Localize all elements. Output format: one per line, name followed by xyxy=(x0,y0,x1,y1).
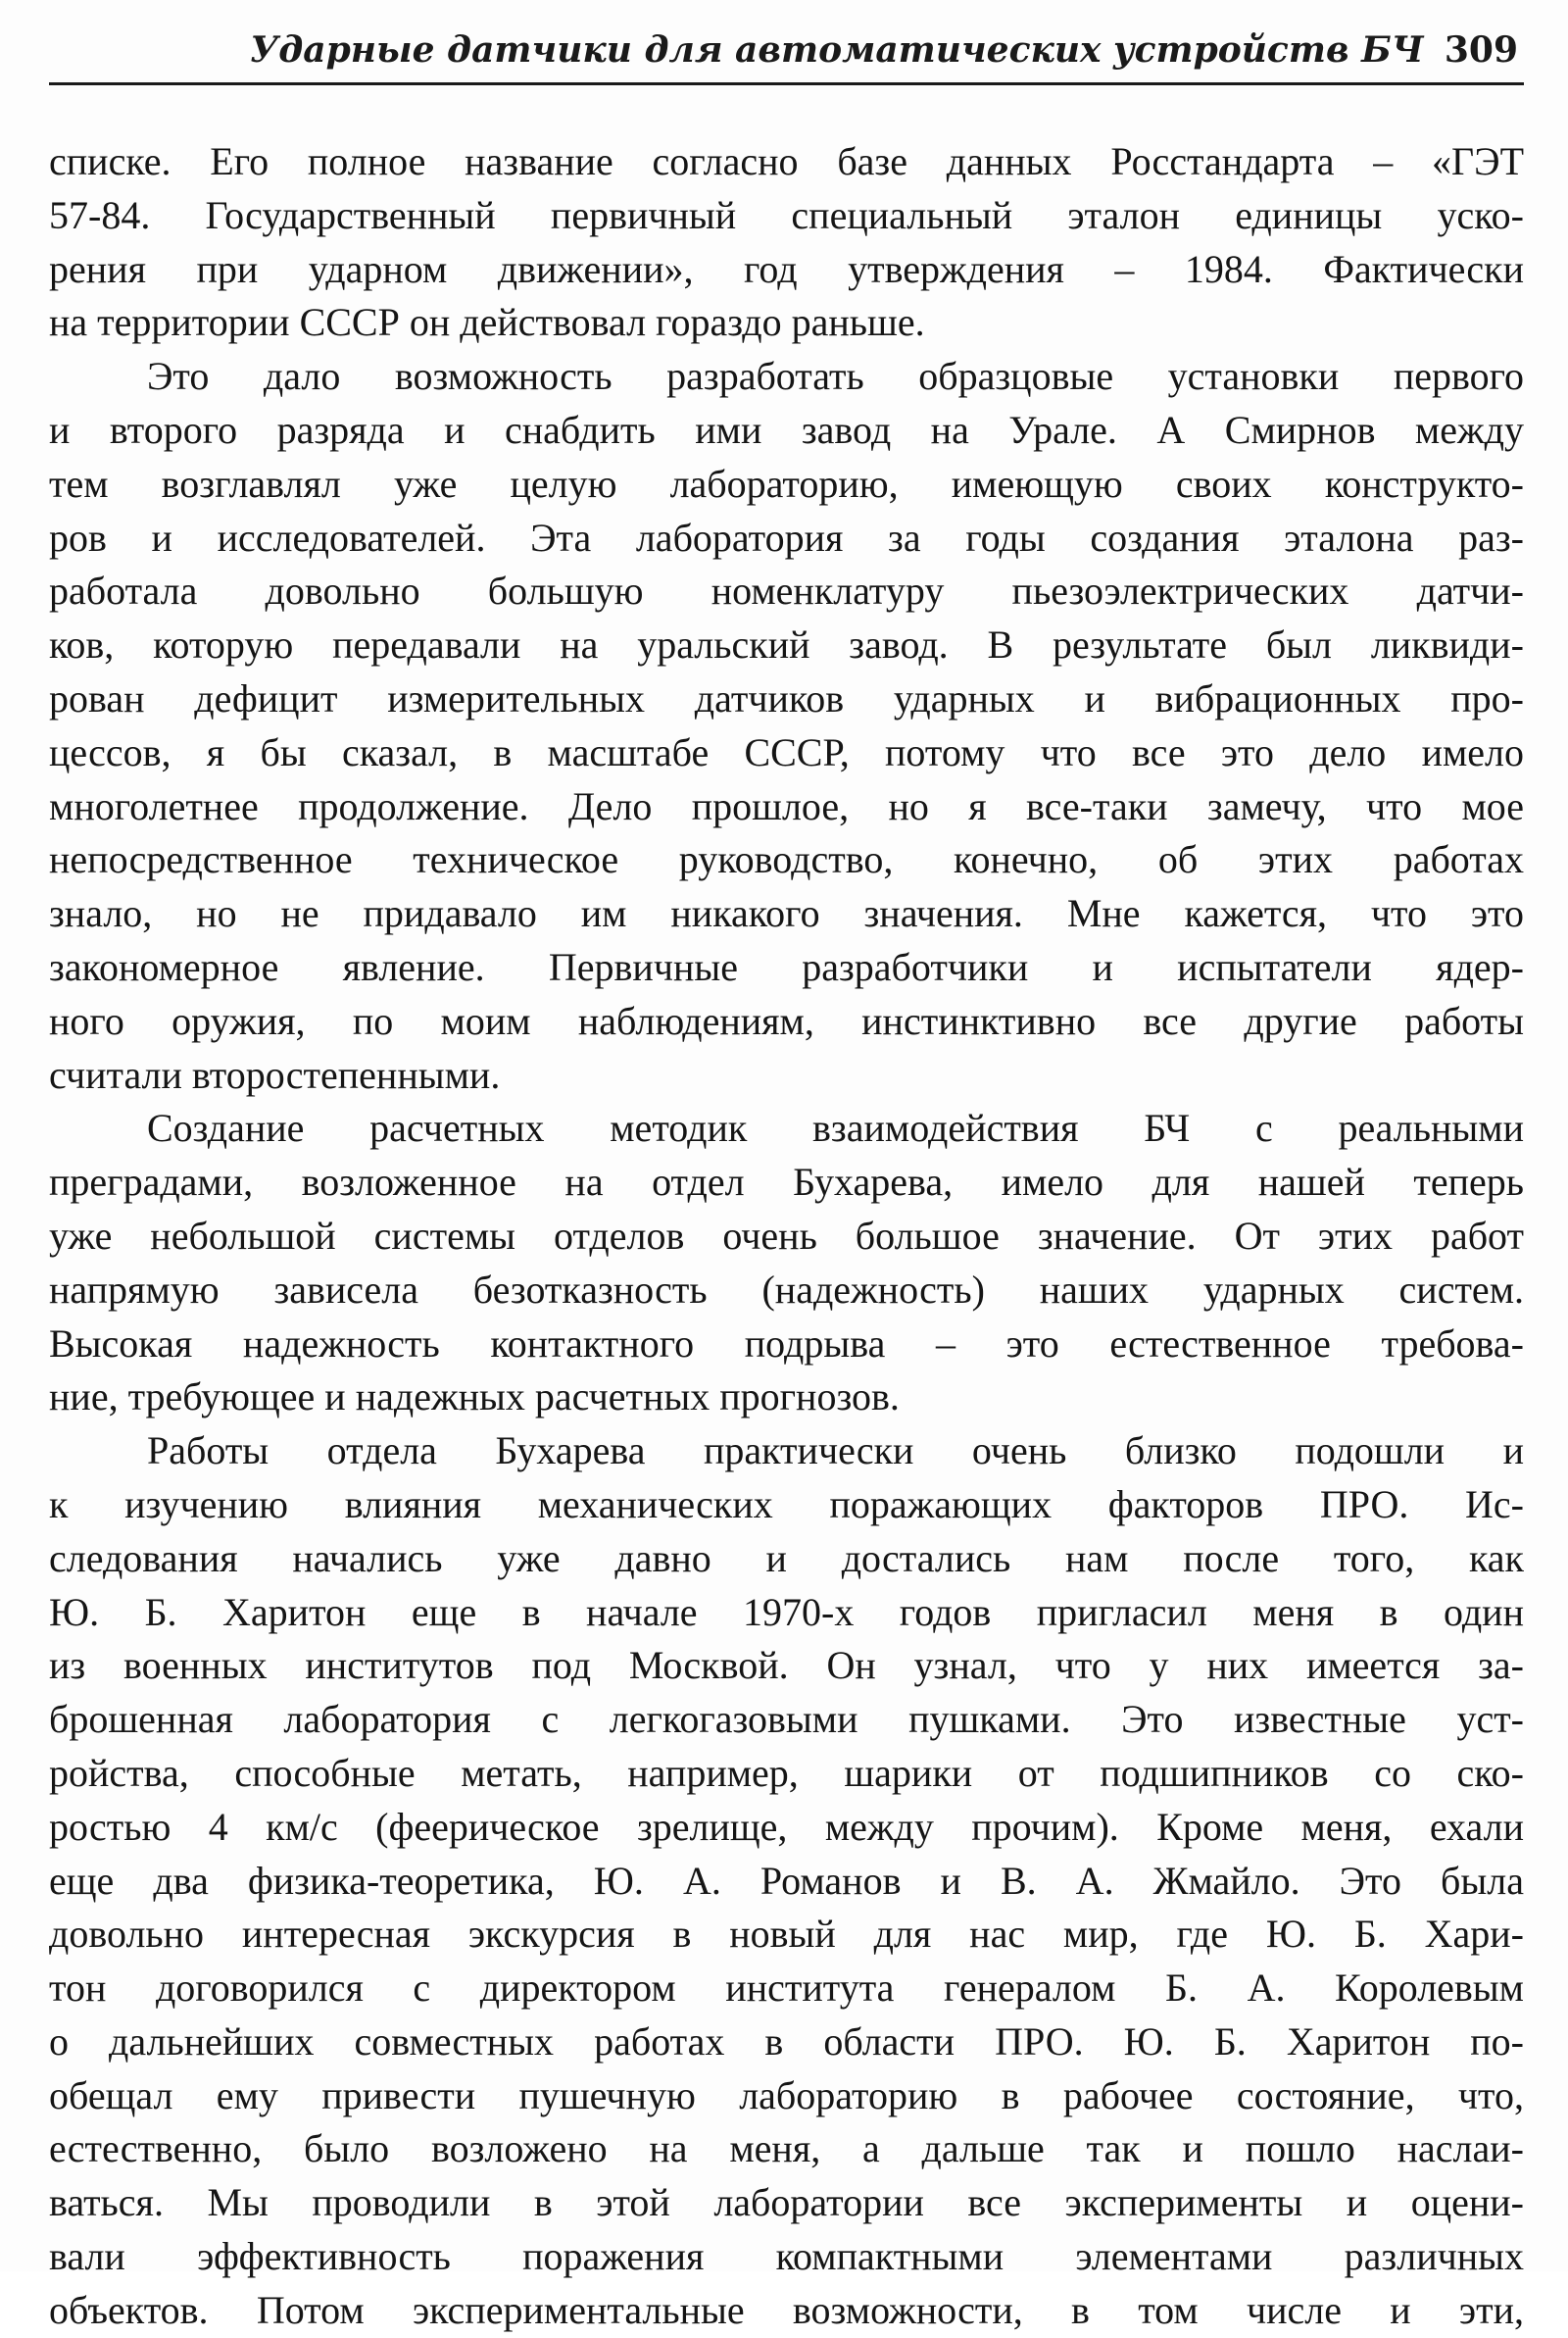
text-line: из военных институтов под Москвой. Он узнал, что у них имеется за- xyxy=(49,1643,1524,1688)
text-line: и второго разряда и снабдить ими завод на Урале. А Смирнов между xyxy=(49,407,1524,452)
text-line: Создание расчетных методик взаимодействия БЧ с реальными xyxy=(147,1106,1524,1151)
text-line: рован дефицит измерительных датчиков ударных и вибрационных про- xyxy=(49,675,1524,721)
text-line: на территории СССР он действовал гораздо раньше. xyxy=(49,300,925,345)
text-line: тем возглавлял уже целую лабораторию, имеющую своих конструкто- xyxy=(49,461,1524,506)
text-line: объектов. Потом экспериментальные возможности, в том числе и эти, xyxy=(49,2287,1524,2332)
text-line: непосредственное техническое руководство, конечно, об этих работах xyxy=(49,837,1524,882)
text-line: многолетнее продолжение. Дело прошлое, но я все-таки замечу, что мое xyxy=(49,783,1524,828)
text-line: вали эффективность поражения компактными элементами различных xyxy=(49,2234,1524,2279)
text-line: списке. Его полное название согласно базе данных Росстандарта – «ГЭТ xyxy=(49,139,1524,183)
text-line: преградами, возложенное на отдел Бухарева, имело для нашей теперь xyxy=(49,1160,1524,1205)
running-title: Ударные датчики для автоматических устройств БЧ xyxy=(250,29,1424,71)
text-line: знало, но не придавало им никакого значения. Мне кажется, что это xyxy=(49,891,1524,936)
running-header xyxy=(49,27,1524,85)
text-line: ростью 4 км/с (феерическое зрелище, между прочим). Кроме меня, ехали xyxy=(49,1804,1524,1849)
text-line: ного оружия, по моим наблюдениям, инстинктивно все другие работы xyxy=(49,998,1524,1043)
text-line: к изучению влияния механических поражающих факторов ПРО. Ис- xyxy=(49,1481,1524,1526)
text-line: цессов, я бы сказал, в масштабе СССР, потому что все это дело имело xyxy=(49,729,1524,774)
text-line: брошенная лаборатория с легкогазовыми пушками. Это известные уст- xyxy=(49,1697,1524,1742)
text-line: ваться. Мы проводили в этой лаборатории все эксперименты и оцени- xyxy=(49,2180,1524,2225)
text-line: напрямую зависела безотказность (надежность) наших ударных систем. xyxy=(49,1267,1524,1312)
text-line: уже небольшой системы отделов очень большое значение. От этих работ xyxy=(49,1213,1524,1258)
text-line: Высокая надежность контактного подрыва – это естественное требова- xyxy=(49,1320,1524,1366)
text-line: довольно интересная экскурсия в новый для нас мир, где Ю. Б. Хари- xyxy=(49,1912,1524,1957)
text-line: естественно, было возложено на меня, а дальше так и пошло наслаи- xyxy=(49,2126,1524,2171)
page-number: 309 xyxy=(1444,29,1518,71)
text-line: обещал ему привести пушечную лабораторию в рабочее состояние, что, xyxy=(49,2072,1524,2117)
text-line: работала довольно большую номенклатуру пьезоэлектрических датчи- xyxy=(49,569,1524,614)
text-line: Ю. Б. Харитон еще в начале 1970-х годов пригласил меня в один xyxy=(49,1589,1524,1634)
text-line: Работы отдела Бухарева практически очень близко подошли и xyxy=(147,1428,1524,1473)
text-line: ние, требующее и надежных расчетных прогнозов. xyxy=(49,1374,900,1419)
text-line: считали второстепенными. xyxy=(49,1052,501,1097)
text-line: ройства, способные метать, например, шарики от подшипников со ско- xyxy=(49,1750,1524,1795)
text-line: ков, которую передавали на уральский завод. В результате был ликвиди- xyxy=(49,622,1524,668)
text-line: рения при ударном движении», год утверждения – 1984. Фактически xyxy=(49,246,1524,291)
text-line: Это дало возможность разработать образцовые установки первого xyxy=(147,354,1524,399)
text-line: следования начались уже давно и достались нам после того, как xyxy=(49,1535,1524,1580)
text-line: еще два физика-теоретика, Ю. А. Романов и В. А. Жмайло. Это была xyxy=(49,1858,1524,1903)
text-line: закономерное явление. Первичные разработчики и испытатели ядер- xyxy=(49,944,1524,989)
text-line: ров и исследователей. Эта лаборатория за годы создания эталона раз- xyxy=(49,515,1524,560)
text-line: тон договорился с директором института генералом Б. А. Королевым xyxy=(49,1965,1524,2011)
body-text xyxy=(49,135,1524,2338)
text-line: о дальнейших совместных работах в области ПРО. Ю. Б. Харитон по- xyxy=(49,2018,1524,2064)
text-line: 57-84. Государственный первичный специальный эталон единицы уско- xyxy=(49,192,1524,237)
